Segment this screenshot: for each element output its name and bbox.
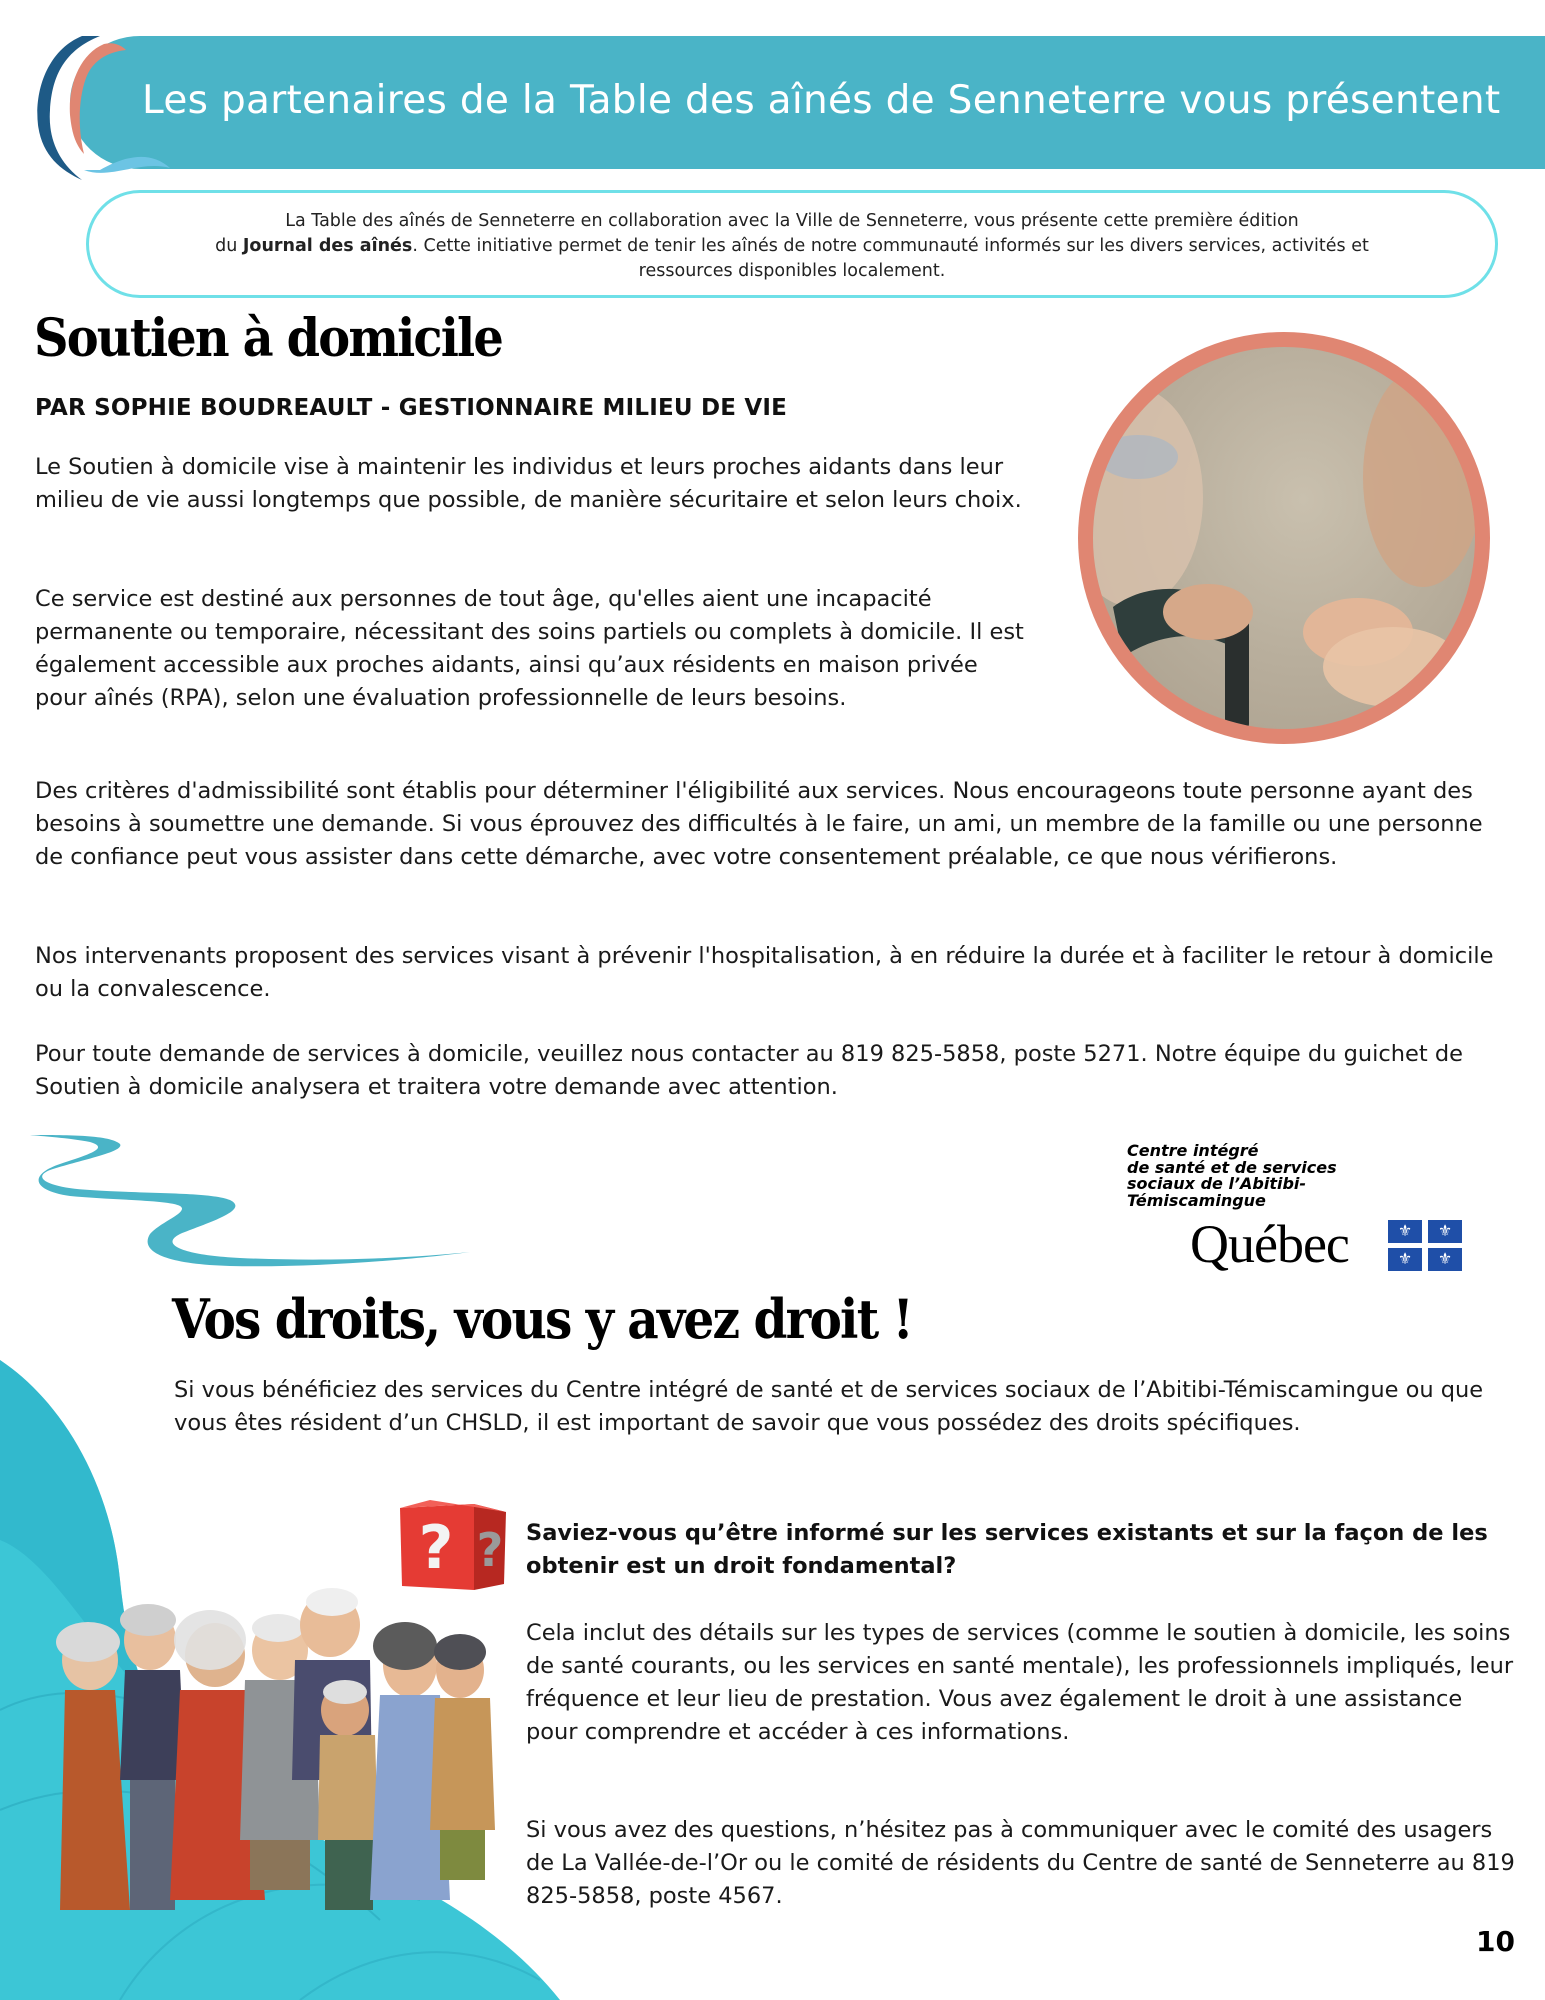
person-figure (56, 1622, 130, 1910)
intro-line-2-suffix: . Cette initiative permet de tenir les aînés de notre communauté informés sur les divers services, activités et (412, 236, 1369, 256)
paragraph-rights-intro: Si vous bénéficiez des services du Centre intégré de santé et de services sociaux de l’Abitibi-Témiscamingue ou que vous êtes résident d’un CHSLD, il est important de savoir que vous possédez des droits spécifiques. (174, 1377, 1484, 1436)
paragraph-contact: Pour toute demande de services à domicile, veuillez nous contacter au 819 825-5858, poste 5271. Notre équipe du guichet de Soutien à domicile analysera et traitera votre demande avec attention. (35, 1041, 1463, 1100)
svg-text:?: ? (476, 1523, 504, 1577)
intro-line-2 (89, 234, 1495, 259)
photo-illustration (1093, 347, 1475, 729)
section-title-soutien: Soutien à domicile (34, 308, 502, 369)
paragraph-contact: Si vous avez des questions, n’hésitez pas à communiquer avec le comité des usagers de La Vallée-de-l’Or ou le comité de résidents du Centre de santé de Senneterre au 819 825-5858, poste 4567. (526, 1817, 1515, 1909)
cisss-logo-text (1127, 1143, 1337, 1209)
paragraph: Le Soutien à domicile vise à maintenir les individus et leurs proches aidants dans leur milieu de vie aussi longtemps que possible, de manière sécuritaire et selon leurs choix. (35, 454, 1022, 513)
svg-text:?: ? (418, 1513, 454, 1583)
logo-line: sociaux de l’Abitibi- (1127, 1174, 1307, 1193)
intro-line-3: ressources disponibles localement. (638, 261, 946, 281)
intro-line-2-prefix: du (215, 236, 243, 256)
paragraph: Cela inclut des détails sur les types de services (comme le soutien à domicile, les soins de santé courants, ou les services en santé mentale), les professionnels impliqués, leur fréquence et leur lieu de prestation. Vous avez également le droit à une assistance pour comprendre et accéder à ces informations. (526, 1620, 1514, 1745)
logo-line: de santé et de services (1127, 1157, 1337, 1177)
photo-image (1093, 347, 1475, 729)
fleur-de-lis-icon: ⚜ (1388, 1220, 1422, 1243)
quebec-wordmark: Québec (1190, 1214, 1349, 1274)
question-heading: Saviez-vous qu’être informé sur les services existants et sur la façon de les obtenir est un droit fondamental? (526, 1520, 1488, 1579)
section-title-droits: Vos droits, vous y avez droit ! (172, 1287, 913, 1351)
intro-box (86, 190, 1498, 298)
author-byline: PAR SOPHIE BOUDREAULT - GESTIONNAIRE MILIEU DE VIE (35, 395, 788, 421)
seniors-group-illustration (20, 1580, 510, 1950)
photo-hands-cane (1078, 332, 1490, 744)
fleur-de-lis-icon: ⚜ (1428, 1248, 1462, 1271)
paragraph: Des critères d'admissibilité sont établis pour déterminer l'éligibilité aux services. Nous encourageons toute personne ayant des besoins à soumettre une demande. Si vous éprouvez des difficultés à le faire, un ami, un membre de la famille ou une personne de confiance peut vous assister dans cette démarche, avec votre consentement préalable, ce que nous vérifierons. (35, 778, 1483, 870)
intro-line-1: La Table des aînés de Senneterre en collaboration avec la Ville de Senneterre, vous présente cette première édition (285, 211, 1299, 231)
river-wave-decoration (30, 1130, 470, 1270)
question-mark-cube-icon (400, 1500, 510, 1590)
logo-line: Témiscamingue (1127, 1190, 1266, 1210)
fleur-de-lis-icon: ⚜ (1428, 1220, 1462, 1243)
paragraph: Nos intervenants proposent des services visant à prévenir l'hospitalisation, à en réduire la durée et à faciliter le retour à domicile ou la convalescence. (35, 943, 1494, 1002)
header-title: Les partenaires de la Table des aînés de Senneterre vous présentent (142, 78, 1501, 123)
journal-name: Journal des aînés (242, 236, 413, 256)
page-number: 10 (1476, 1925, 1515, 1958)
fleur-de-lis-icon: ⚜ (1388, 1248, 1422, 1271)
paragraph: Ce service est destiné aux personnes de tout âge, qu'elles aient une incapacité permanente ou temporaire, nécessitant des soins partiels ou complets à domicile. Il est également accessible aux proches aidants, ainsi qu’aux résidents en maison privée pour aînés (RPA), selon une évaluation professionnelle de leurs besoins. (35, 586, 1024, 711)
quebec-flag-icon (1388, 1220, 1464, 1272)
logo-line: Centre intégré (1127, 1141, 1259, 1160)
